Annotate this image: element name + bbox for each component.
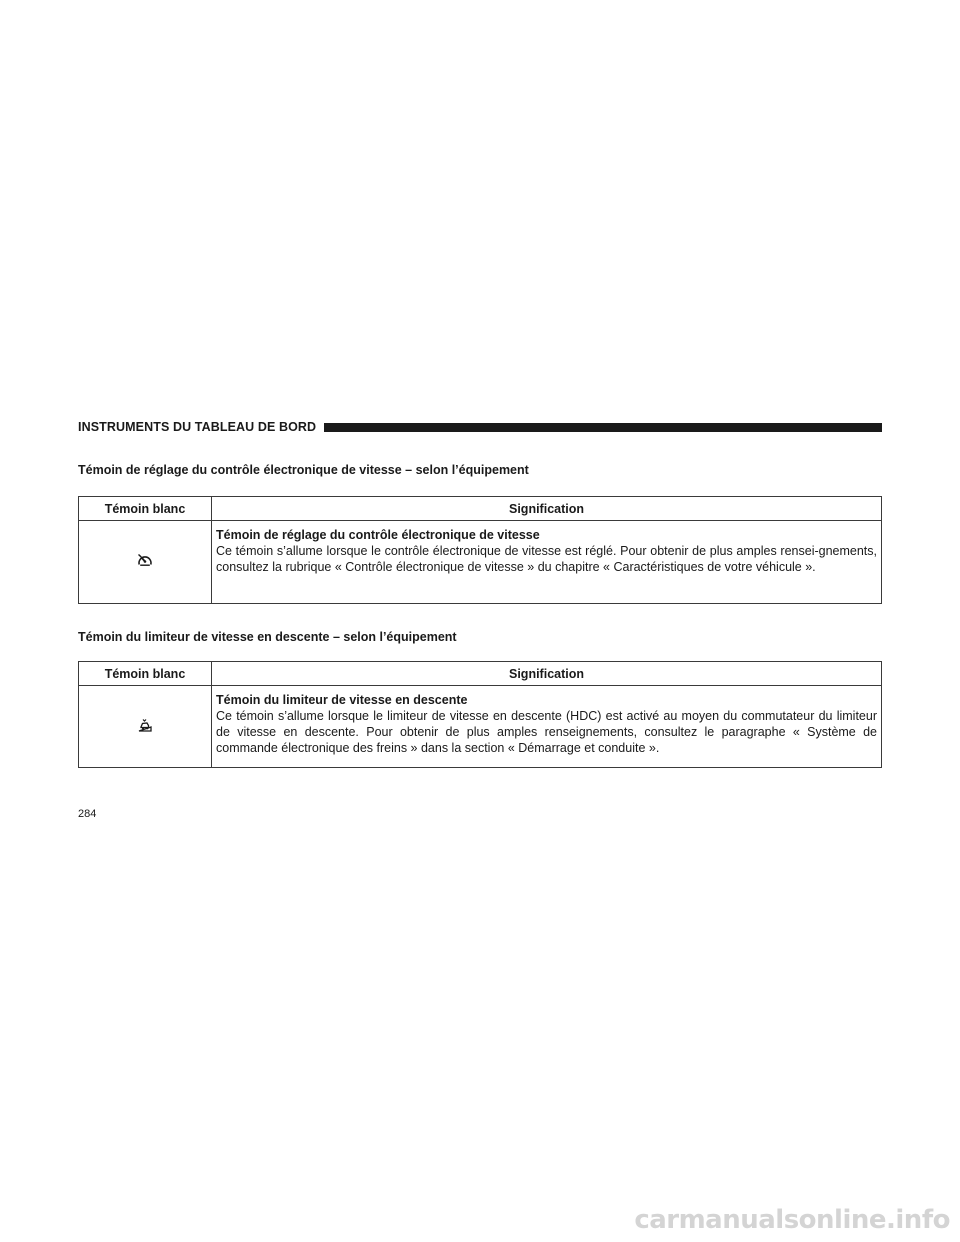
section-header [78,417,882,437]
speedometer-set-icon [136,559,154,573]
table-row [79,521,882,604]
heading-hill-descent: Témoin du limiteur de vitesse en descente – selon l’équipement [78,630,457,644]
heading-speed-control: Témoin de réglage du contrôle électronique de vitesse – selon l’équipement [78,463,529,477]
column-header-meaning: Signification [212,662,882,686]
row-title: Témoin du limiteur de vitesse en descente [216,693,468,707]
description-cell [212,686,882,768]
section-title: INSTRUMENTS DU TABLEAU DE BORD [78,420,317,434]
column-header-indicator: Témoin blanc [79,662,212,686]
column-header-indicator: Témoin blanc [79,497,212,521]
table-row [79,686,882,768]
table-hill-descent [78,661,882,768]
row-description: Ce témoin s’allume lorsque le limiteur de vitesse en descente (HDC) est activé au moyen du commutateur du limiteur de vitesse en descente. Pour obtenir de plus amples renseignements, consultez le paragraphe « Système de commande électronique des freins » dans la section « Démarrage et conduite ». [216,709,877,755]
watermark-logo: carmanualsonline.info [634,1205,950,1235]
row-description: Ce témoin s’allume lorsque le contrôle électronique de vitesse est réglé. Pour obtenir de plus amples rensei-gnements, consultez la rubrique « Contrôle électronique de vitesse » du chapitre « Caractéristiques de votre véhicule ». [216,544,877,574]
table-header-row [79,662,882,686]
icon-cell [79,521,212,604]
row-title: Témoin de réglage du contrôle électronique de vitesse [216,528,540,542]
section-header-bar [324,423,882,432]
icon-cell [79,686,212,768]
table-header-row [79,497,882,521]
hill-descent-control-icon [136,723,154,737]
column-header-meaning: Signification [212,497,882,521]
page-number: 284 [78,808,97,820]
description-cell [212,521,882,604]
table-speed-control [78,496,882,604]
